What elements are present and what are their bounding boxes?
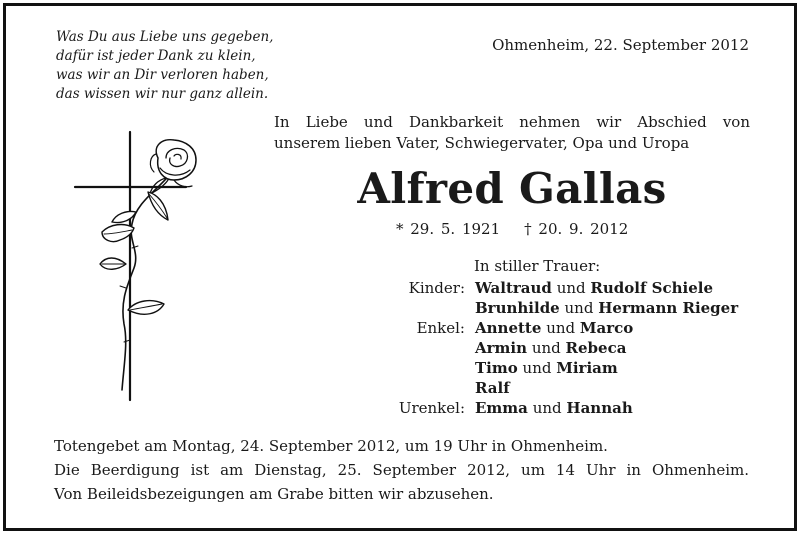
family-name: Hannah (566, 399, 633, 417)
footer-line: Von Beileidsbezeigungen am Grabe bitten wir abzusehen. (54, 485, 494, 503)
family-row (391, 318, 738, 338)
conjunction: und (556, 279, 586, 297)
family-row (391, 278, 738, 298)
family-row (391, 398, 738, 418)
family-name: Rebeca (565, 339, 627, 357)
family-row (391, 338, 738, 358)
family-name: Marco (579, 319, 634, 337)
relation-label (391, 358, 475, 378)
memorial-poem (56, 28, 336, 104)
poem-line: Was Du aus Liebe uns gegeben, (56, 29, 274, 45)
conjunction: und (564, 299, 594, 317)
service-details (54, 434, 754, 506)
family-name: Timo (475, 359, 518, 377)
conjunction: und (531, 339, 561, 357)
footer-line: Totengebet am Montag, 24. September 2012, um 19 Uhr in Ohmenheim. (54, 437, 608, 455)
family-name: Armin (475, 339, 528, 357)
mourning-heading: In stiller Trauer: (474, 257, 601, 275)
family-name: Annette (475, 319, 542, 337)
family-name: Ralf (475, 379, 510, 397)
obituary-card (3, 3, 797, 531)
cross-with-rose-icon (66, 128, 206, 404)
family-name: Miriam (556, 359, 618, 377)
footer-line: Die Beerdigung ist am Dienstag, 25. September 2012, um 14 Uhr in Ohmenheim. (54, 461, 749, 479)
intro-line: unserem lieben Vater, Schwiegervater, Opa und Uropa (274, 134, 690, 152)
family-name: Brunhilde (475, 299, 560, 317)
relation-label (391, 338, 475, 358)
relation-label: Kinder: (408, 279, 465, 297)
poem-line: was wir an Dir verloren haben, (56, 67, 269, 83)
family-row (391, 358, 738, 378)
conjunction: und (546, 319, 576, 337)
life-dates (396, 220, 628, 238)
poem-line: dafür ist jeder Dank zu klein, (56, 48, 256, 64)
family-list (391, 278, 738, 418)
birth-date: * 29. 5. 1921 (396, 220, 501, 238)
family-name: Emma (475, 399, 528, 417)
poem-line: das wissen wir nur ganz allein. (56, 86, 269, 102)
death-date: † 20. 9. 2012 (524, 220, 629, 238)
relation-label: Urenkel: (398, 399, 465, 417)
intro-line: In Liebe und Dankbarkeit nehmen wir Abschied von (274, 113, 750, 131)
place-date: Ohmenheim, 22. September 2012 (492, 36, 749, 54)
family-row (391, 298, 738, 318)
family-name: Waltraud (475, 279, 552, 297)
family-row (391, 378, 738, 398)
conjunction: und (522, 359, 552, 377)
conjunction: und (532, 399, 562, 417)
family-name: Rudolf Schiele (590, 279, 713, 297)
relation-label: Enkel: (416, 319, 465, 337)
deceased-name: Alfred Gallas (357, 164, 667, 213)
family-name: Hermann Rieger (598, 299, 739, 317)
intro-text (274, 112, 750, 154)
relation-label (391, 378, 475, 398)
relation-label (391, 298, 475, 318)
